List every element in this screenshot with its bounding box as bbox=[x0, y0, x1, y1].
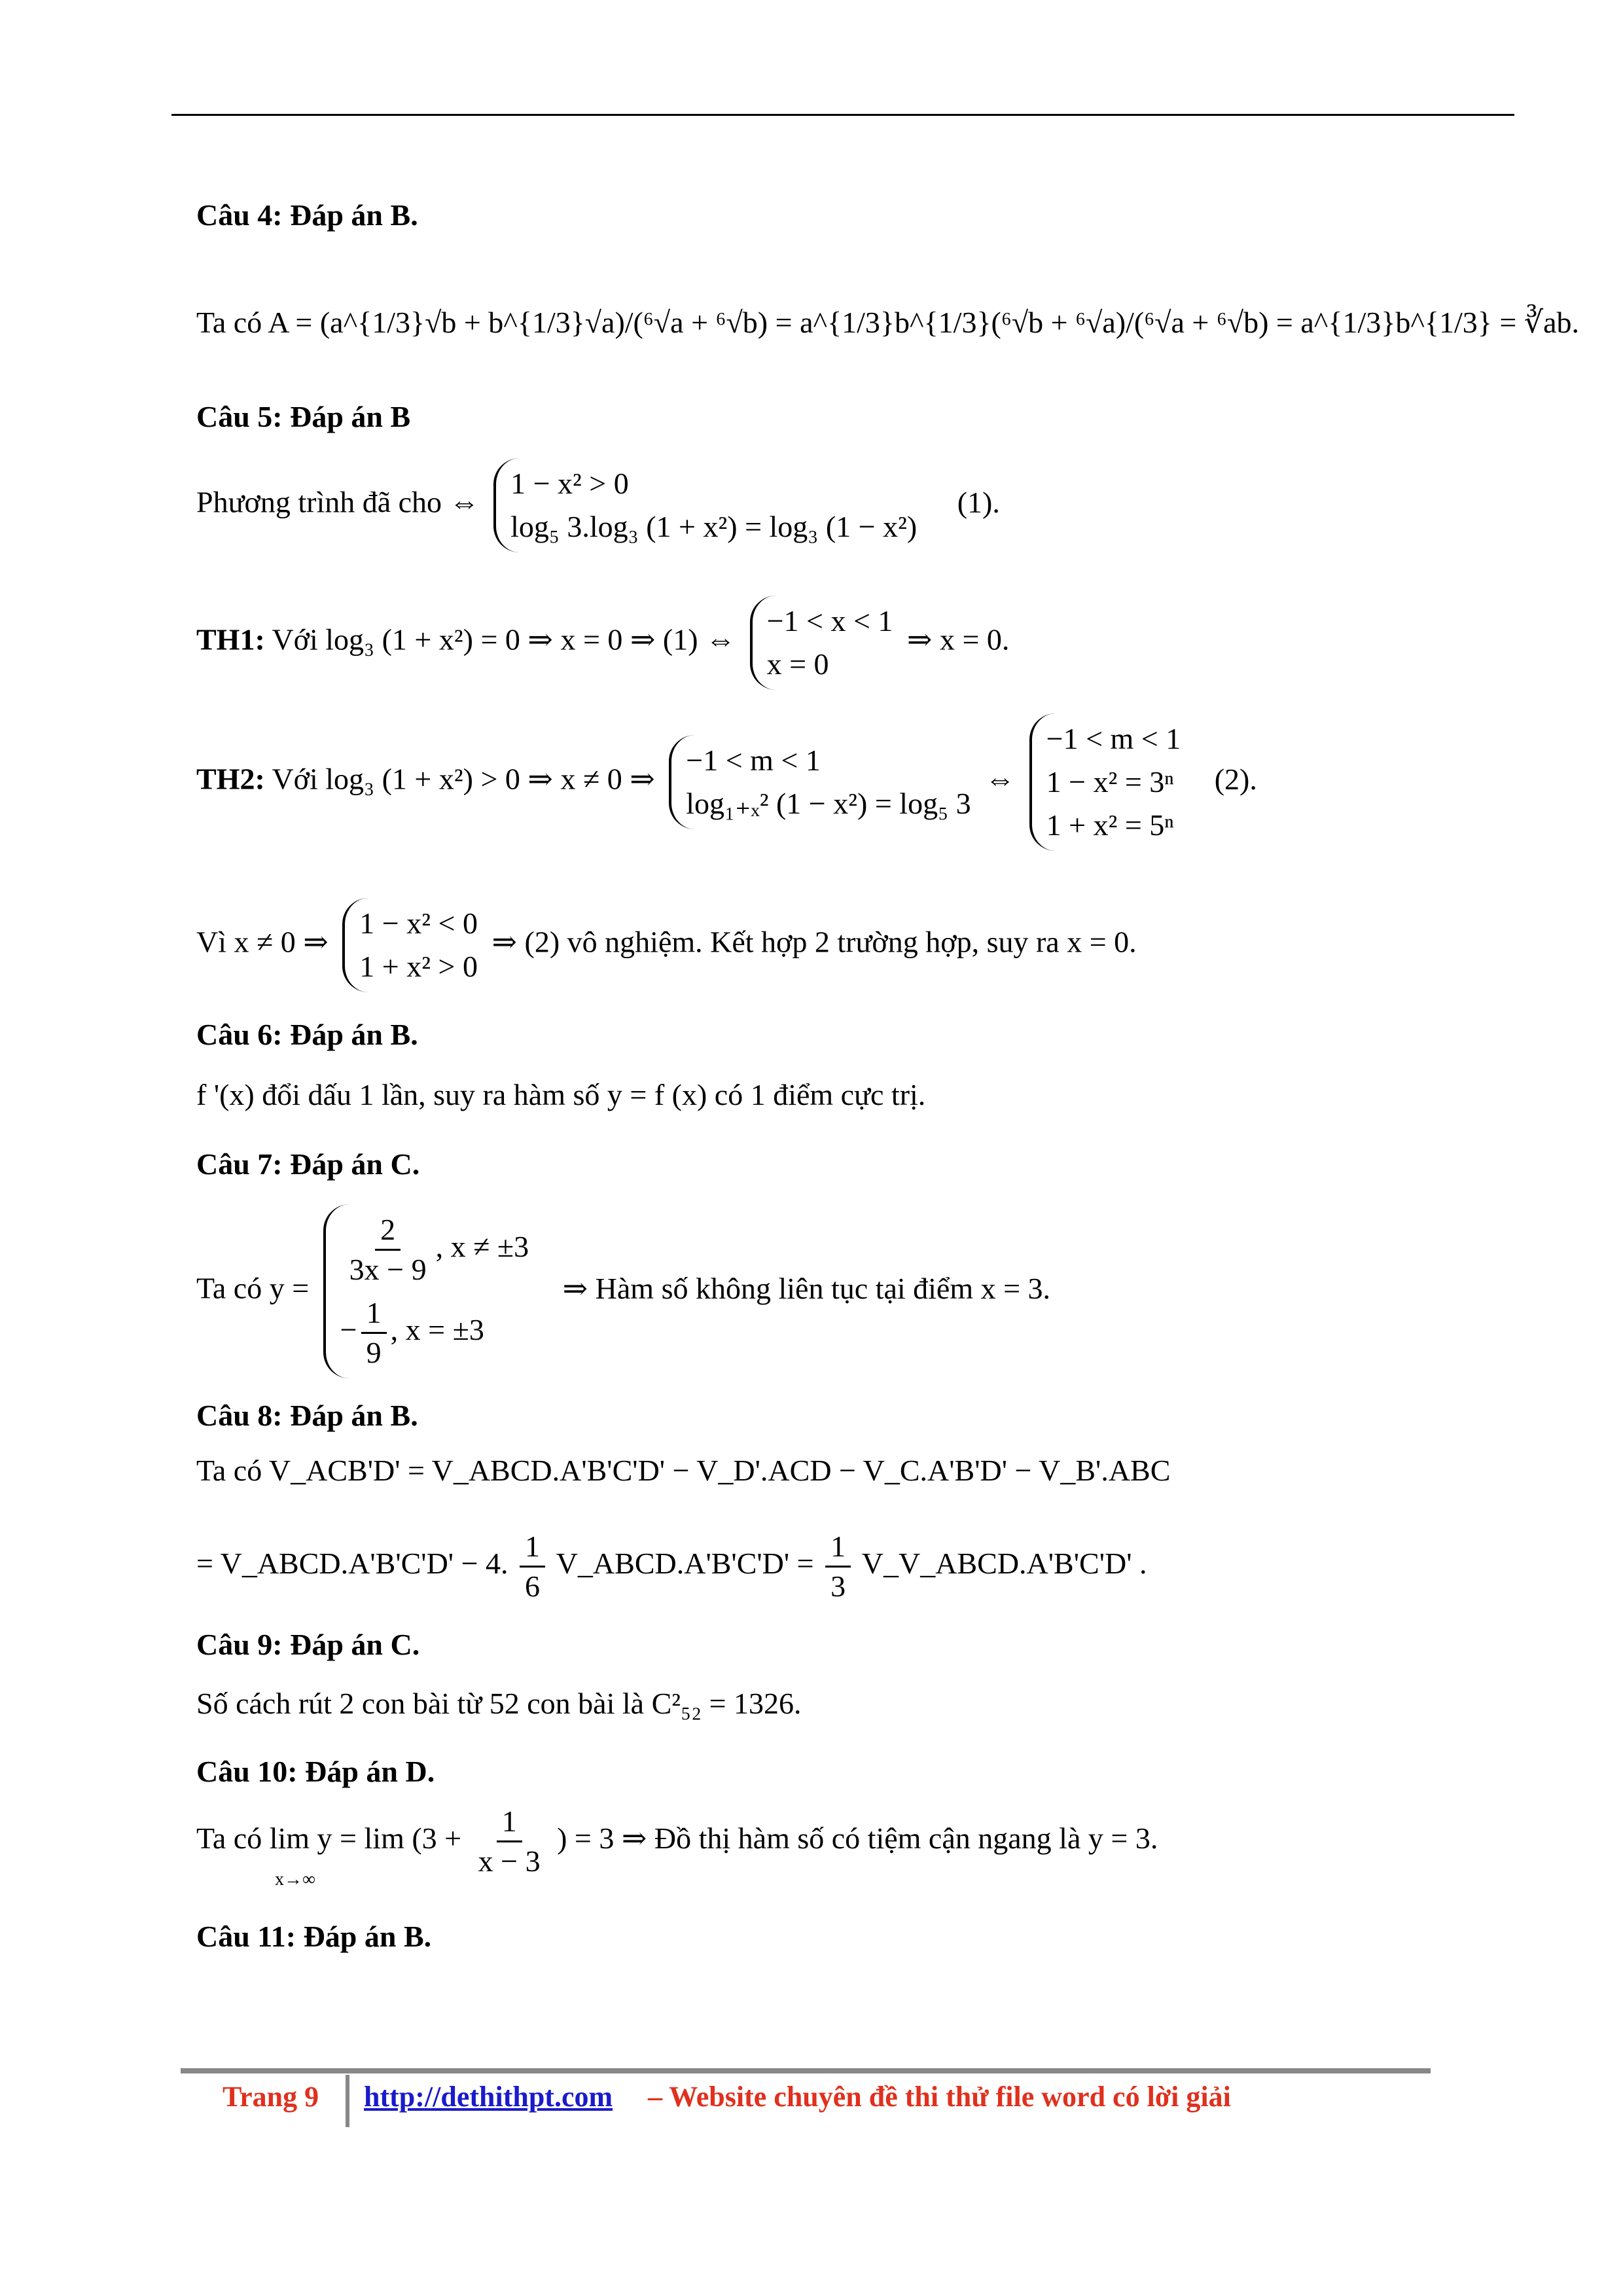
q5-title: Câu 5: Đáp án B bbox=[196, 400, 411, 433]
q8-frac2-num: 1 bbox=[825, 1532, 851, 1568]
q10-limit-subscript: x→∞ bbox=[275, 1869, 315, 1890]
vi-sys-row1: 1 − x² < 0 bbox=[359, 906, 478, 940]
q5-prefix: Phương trình đã cho ⇔ bbox=[196, 485, 480, 519]
q6-body: f '(x) đổi dấu 1 lần, suy ra hàm số y = f (x) có 1 điểm cực trị. bbox=[196, 1078, 926, 1111]
th1-label: TH1: bbox=[196, 622, 265, 656]
th2-tag: (2). bbox=[1214, 762, 1257, 796]
th2-sysB-row2: 1 − x² = 3ⁿ bbox=[1046, 765, 1174, 798]
q4-title: Câu 4: Đáp án B. bbox=[196, 198, 418, 232]
q7-case2-num: 1 bbox=[361, 1298, 387, 1334]
th2-sysB-row3: 1 + x² = 5ⁿ bbox=[1046, 808, 1174, 842]
q8-line2 bbox=[196, 1532, 1147, 1602]
q7-prefix: Ta có y = bbox=[196, 1271, 310, 1305]
q10-title: Câu 10: Đáp án D. bbox=[196, 1755, 435, 1788]
th2-sysB-row1: −1 < m < 1 bbox=[1046, 722, 1181, 755]
q10-frac-den: x − 3 bbox=[478, 1844, 541, 1878]
q10-body bbox=[196, 1806, 1158, 1876]
th2-line bbox=[196, 713, 1257, 851]
q4-body bbox=[196, 308, 1579, 338]
header-rule bbox=[171, 114, 1514, 116]
q7-suffix: ⇒ Hàm số không liên tục tại điểm x = 3. bbox=[562, 1271, 1051, 1305]
q10-frac-num: 1 bbox=[497, 1806, 522, 1842]
q5-system bbox=[493, 458, 917, 552]
q11-title: Câu 11: Đáp án B. bbox=[196, 1920, 432, 1953]
q7-case2-fraction bbox=[361, 1298, 387, 1368]
vi-prefix: Vì x ≠ 0 ⇒ bbox=[196, 925, 329, 959]
q7-case1-cond: , x ≠ ±3 bbox=[435, 1230, 529, 1264]
q7-case2-cond: , x = ±3 bbox=[390, 1313, 484, 1347]
q7-case2-den: 9 bbox=[366, 1336, 382, 1369]
q7-case1-fraction bbox=[344, 1215, 432, 1285]
th2-sysA-row2: log₁₊ₓ² (1 − x²) = log₅ 3 bbox=[686, 787, 971, 820]
q8-line2-part-a: = V_ABCD.A'B'C'D' − 4. bbox=[196, 1547, 508, 1581]
q8-frac1-den: 6 bbox=[525, 1570, 541, 1603]
q8-frac-one-sixth bbox=[520, 1532, 545, 1602]
q5-sys-row2: log₅ 3.log₃ (1 + x²) = log₃ (1 − x²) bbox=[510, 510, 918, 543]
q7-case1-num: 2 bbox=[375, 1215, 401, 1251]
q7-case2 bbox=[340, 1291, 529, 1374]
th2-label: TH2: bbox=[196, 762, 265, 796]
th1-line bbox=[196, 596, 1009, 690]
q6-title: Câu 6: Đáp án B. bbox=[196, 1018, 418, 1051]
q10-suffix: ) = 3 ⇒ Đồ thị hàm số có tiệm cận ngang là y = 3. bbox=[557, 1821, 1158, 1856]
q8-line1: Ta có V_ACB'D' = V_ABCD.A'B'C'D' − V_D'.ACD − V_C.A'B'D' − V_B'.ABC bbox=[196, 1454, 1171, 1487]
q7-case1 bbox=[340, 1208, 529, 1291]
th1-system bbox=[750, 596, 893, 690]
th1-sys-row2: x = 0 bbox=[766, 647, 829, 681]
q4-prefix: Ta có bbox=[196, 306, 262, 339]
vi-line bbox=[196, 898, 1137, 992]
q4-formula: A = (a^{1/3}√b + b^{1/3}√a)/(⁶√a + ⁶√b) = a^{1/3}b^{1/3}(⁶√b + ⁶√a)/(⁶√a + ⁶√b) = a^{1/3}b^{1/3} = ∛ab. bbox=[268, 306, 1580, 339]
q5-tag: (1). bbox=[957, 485, 1000, 519]
footer-rule bbox=[181, 2068, 1431, 2073]
q9-body: Số cách rút 2 con bài từ 52 con bài là C²₅₂ = 1326. bbox=[196, 1687, 802, 1720]
vi-system bbox=[342, 898, 478, 992]
footer-separator bbox=[346, 2075, 349, 2127]
q5-sys-row1: 1 − x² > 0 bbox=[510, 467, 629, 500]
q8-frac-one-third bbox=[825, 1532, 851, 1602]
th2-equiv: ⇔ bbox=[985, 762, 1016, 796]
q10-open: (3 + bbox=[412, 1821, 462, 1856]
footer-page-label: Trang bbox=[223, 2081, 298, 2113]
vi-sys-row2: 1 + x² > 0 bbox=[359, 950, 478, 983]
q5-body bbox=[196, 458, 1000, 552]
q7-title: Câu 7: Đáp án C. bbox=[196, 1147, 420, 1181]
footer-tagline: – Website chuyên đề thi thử file word có lời giải bbox=[648, 2081, 1231, 2113]
q8-title: Câu 8: Đáp án B. bbox=[196, 1399, 418, 1432]
footer-page bbox=[223, 2080, 319, 2113]
q9-title: Câu 9: Đáp án C. bbox=[196, 1628, 420, 1661]
q7-case2-sign: − bbox=[340, 1313, 357, 1347]
q7-body bbox=[196, 1204, 1050, 1378]
q8-line2-part-b: V_ABCD.A'B'C'D' = bbox=[556, 1547, 814, 1581]
th1-result: ⇒ x = 0. bbox=[906, 622, 1010, 656]
th2-system-b bbox=[1029, 713, 1181, 851]
q7-case1-den: 3x − 9 bbox=[349, 1253, 427, 1286]
q10-prefix: Ta có lim y = lim bbox=[196, 1821, 404, 1856]
th2-sysA-row1: −1 < m < 1 bbox=[686, 744, 821, 777]
q10-fraction bbox=[473, 1806, 546, 1876]
th1-sys-row1: −1 < x < 1 bbox=[766, 604, 893, 637]
q8-line2-part-c: V_V_ABCD.A'B'C'D' . bbox=[861, 1547, 1147, 1581]
q7-piecewise bbox=[323, 1204, 529, 1378]
th2-system-a bbox=[669, 735, 971, 829]
vi-suffix: ⇒ (2) vô nghiệm. Kết hợp 2 trường hợp, suy ra x = 0. bbox=[491, 925, 1137, 959]
q8-frac1-num: 1 bbox=[520, 1532, 545, 1568]
footer-page-number: 9 bbox=[304, 2081, 319, 2113]
th1-text: Với log₃ (1 + x²) = 0 ⇒ x = 0 ⇒ (1) ⇔ bbox=[272, 622, 736, 656]
q8-frac2-den: 3 bbox=[830, 1570, 846, 1603]
th2-text: Với log₃ (1 + x²) > 0 ⇒ x ≠ 0 ⇒ bbox=[272, 762, 655, 796]
footer-link[interactable]: http://dethithpt.com bbox=[364, 2081, 613, 2113]
